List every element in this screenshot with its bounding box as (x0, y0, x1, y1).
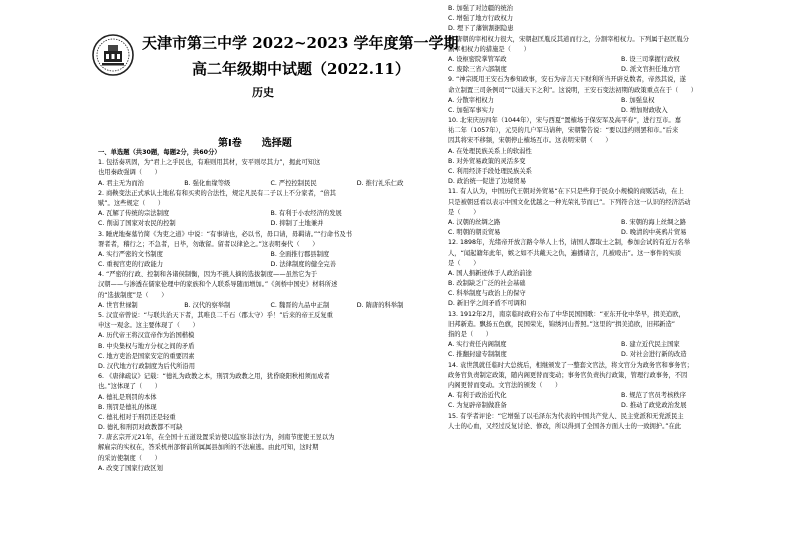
option: A. 世官世禄制 (98, 301, 138, 309)
option: A. 实行严密的文书制度 (98, 250, 163, 258)
text-line: 申这一观念。这主要体现了（ ） (98, 322, 199, 330)
option-row (448, 228, 794, 238)
option-row (448, 55, 794, 65)
text-line: 人，“闻起籍年此年，嫉之如不共戴天之仇，遍播诸言，几被殴击”。这一事件的实质 (448, 249, 682, 257)
text-line: 解雇宗的实权在，答采机州部督前所属属县加所的不法雇逃。由此可知，这时期 (98, 444, 319, 452)
text-line: C. 地方吏治是国家安定的重要因素 (98, 352, 195, 360)
text-line: 15. 有学者评论：“它增强了以毛泽东为代表的中国共产党人、民主党派和无党派民主 (448, 412, 684, 420)
text-line: 的采访使制度（ ） (98, 454, 161, 462)
option: D. 推动了政党政治发展 (621, 402, 687, 410)
option: A. 实行责任内阁制度 (448, 341, 507, 349)
text-line: 政务官负责制定政策，随内阁更替而变动；事务官负责执行政策，管理行政事务，不因 (448, 371, 688, 379)
text-line: B. 改制缺乏广泛的社会基础 (448, 280, 526, 288)
option: A. 汉朝的丝绸之路 (448, 218, 501, 226)
text-line: 8. 唐朝的宰相权力很大，宋朝赵匡胤反其道而行之，分割宰相权力。下列属于赵匡胤分 (448, 35, 689, 43)
option: C. 重视官吏的行政能力 (98, 261, 164, 269)
section-heading: 第Ⅰ卷 选择题 (218, 138, 292, 149)
option: C. 魏晋的九品中正制 (270, 301, 330, 309)
option: D. 推行礼乐仁政 (356, 179, 404, 187)
option-row (448, 65, 794, 75)
option: B. 全面推行郡县制度 (270, 250, 330, 258)
text-line: 4. “严密的行政、控制和各诸侯制衡，因为不挑人摘的选拔制度——虽然它为于 (98, 271, 318, 279)
text-line: 祐二年（1057年），元昊的几户军马请种，宋朝警告说：“要以违约则罢和市。”后来 (448, 127, 679, 135)
text-line: 因其将宋不移频，宋朝停止榷场互市。这表明宋朝（ ） (448, 137, 612, 145)
text-line: 一、单选题（共30题，每题2分，共60分） (98, 149, 221, 156)
text-line: A. 在处理民族关系上的软弱性 (448, 147, 532, 155)
text-line: C. 科举制度与政治上的保守 (448, 290, 526, 298)
text-line: B. 刑罚是德礼的体现 (98, 403, 157, 411)
text-line: 11. 有人认为，中国历代王朝对外贸易“在下只是些仰于民众小规模的商贩活动，在上 (448, 188, 684, 196)
text-line: 10. 北宋庆历四年（1044年），宋与西夏“置榷场于保安军及高平春”，进行互市。嘉 (448, 117, 681, 125)
left-column (98, 148, 443, 474)
option: D. 法律制度的健全完善 (270, 261, 337, 269)
text-line: 7. 唐玄宗开元21年，在全国十五道设置采访使以监察非法行为，剑南节度使王昱以为 (98, 434, 335, 442)
text-line: 割宰相权力的措施是（ ） (448, 45, 530, 53)
option-row (448, 218, 794, 228)
text-line: D. 德礼和刑罚对政教都不可缺 (98, 424, 183, 432)
option: D. 抑制了土地兼并 (270, 220, 324, 228)
option: B. 加强皇权 (621, 96, 655, 104)
text-line: 1. 包括奏巩固，为“君上之乎民也，有难则用其材，安平则尽其力”，揭此可知这 (98, 159, 321, 167)
option: B. 有利于小农经济的发展 (270, 210, 342, 218)
text-line: 内阁更替而变动。文官法的颁发（ ） (448, 381, 562, 389)
text-line: 2. 商鞅变法正式承认土地私有和买卖的合法性，规定凡民有二子以上不分家者，“倍其 (98, 189, 336, 197)
option: B. 宋朝的海上丝绸之路 (621, 218, 686, 226)
option-row (98, 250, 443, 260)
text-line: 是（ ） (448, 259, 480, 267)
option: D. 增加财政收入 (621, 106, 668, 114)
option: D. 对社会进行新的改造 (621, 351, 687, 359)
text-line: 6. 《唐律疏议》记载：“德礼为政教之本，刑罚为政教之用，犹昏晓阳秋相须而成者 (98, 373, 330, 381)
text-line: A. 德礼是刑罚的本体 (98, 393, 157, 401)
text-line: A. 历代帝王将汉宣帝作为治国楷模 (98, 332, 195, 340)
option: C. 废除三省六部制度 (448, 66, 507, 74)
text-line: A. 国人捐新迹体于人政治前途 (448, 269, 532, 277)
option: B. 设三司掌握行政权 (621, 55, 680, 63)
text-line: 旧邦新造。飘扬五色旗，民国荣光，锦绣河山普照。”这里的“揖美追欧，旧邦新造” (448, 320, 676, 328)
option: C. 推翻封建专制制度 (448, 351, 507, 359)
text-line: 人士的心血，又经过反复讨论、修改，所以得到了全国各方面人士的一致拥护。”在此 (448, 422, 682, 430)
text-line: 指的是（ ） (448, 331, 493, 338)
school-exam-title: 天津市第三中学 2022~2023 学年度第一学期 (142, 34, 459, 52)
option: C. 削弱了国家对农民的控制 (98, 220, 176, 228)
option: C. 加强军事实力 (448, 106, 495, 114)
text-line: 3. 睡虎地秦墓竹简《为吏之道》中说：“有事请也，必以书，毋口请，毋羁请。”“行命书及书 (98, 230, 352, 238)
option: B. 汉代的察举制 (184, 301, 231, 309)
text-line: 的“选拔制度”是（ ） (98, 291, 168, 299)
text-line: 署者者，稽行之；不急者，日毕，勿敢留。留者以律论之。”这表明秦代（ ） (98, 240, 319, 248)
text-line: 5. 汉宣帝曾说：“与联共治天下者，其唯良二千石（郡太守）乎！”后来的帝王反复重 (98, 312, 333, 319)
option: D. 隋唐的科举制 (356, 301, 404, 309)
text-line: 14. 袁世凯就任临时大总统后，相继颁发了一整套文官法，将文官分为政务官和事务官； (448, 361, 694, 369)
option-row (98, 219, 443, 229)
text-line: C. 德礼相对于刑罚还是轻重 (98, 413, 176, 421)
text-line: A. 改变了国家行政区划 (98, 464, 163, 472)
option-row (448, 391, 794, 401)
text-line: 12. 1898年，光绪帝开放言路令举人上书，请国人都取士之制，参加会试的有近万名举 (448, 239, 691, 247)
text-line: 9. “神宗既用王安石为参知政事，安石为帝言天下财利所当开辟兑数者，帝然其说，遂 (448, 76, 686, 84)
text-line: D. 政治统一促进了边境贸易 (448, 178, 527, 186)
text-line: D. 新旧学之间矛盾不可调和 (448, 300, 527, 308)
option-row (98, 260, 443, 270)
option-row (448, 340, 794, 350)
option-row (448, 350, 794, 360)
text-line: 只是被朝廷看以表示中国文化优越之一种光荣礼节而已”。下列符合这一认识的经济活动 (448, 198, 691, 206)
option: C. 明朝的朝贡贸易 (448, 229, 501, 237)
option: A. 分散宰相权力 (448, 96, 494, 104)
text-line: 也用秦政强调（ ） (98, 169, 161, 177)
option: D. 晚清的中英鸦片贸易 (621, 229, 687, 237)
option: A. 君主无为而治 (98, 179, 144, 187)
option: D. 派文官担任地方官 (621, 66, 681, 74)
text-line: 赋”。这些规定（ ） (98, 199, 165, 207)
option-row (98, 301, 443, 311)
text-line: D. 埋下了藩镇割据隐患 (448, 25, 514, 33)
text-line: B. 加强了对边疆的统治 (448, 5, 513, 12)
option: B. 规范了官员考核秩序 (621, 392, 686, 400)
option: A. 有利于政治近代化 (448, 392, 507, 400)
option: B. 建立近代民主国家 (621, 341, 680, 349)
right-column (448, 4, 794, 432)
option: A. 瓦解了传统的宗法制度 (98, 210, 170, 218)
option-row (98, 209, 443, 219)
text-line: 13. 1912年2月，南京临时政府公布了中华民国国歌：“亚东开化中华早，揖美追欧， (448, 310, 685, 318)
option: B. 强化血缘等级 (184, 179, 231, 187)
option-row (98, 179, 443, 189)
text-line: 也。”这体现了（ ） (98, 383, 162, 391)
text-line: 命立制置三司条例司”“以通天下之利”。这说明，王安石变法初期的政策重点在于（ ） (448, 86, 698, 94)
text-line: D. 汉代地方行政制度为后代所沿用 (98, 362, 196, 370)
text-line: 是（ ） (448, 208, 480, 216)
grade-exam-title: 高二年级期中试题（2022.11） (192, 60, 410, 78)
text-line: B. 对外贸易政策的灵活多变 (448, 157, 526, 165)
text-line: C. 利用经济手段处理民族关系 (448, 168, 532, 175)
school-logo (92, 34, 134, 76)
option-row (448, 96, 794, 106)
text-line: B. 中央集权与地方分权之间的矛盾 (98, 342, 195, 350)
option-row (448, 106, 794, 116)
text-line: C. 增强了地方行政权力 (448, 15, 514, 23)
option-row (448, 401, 794, 411)
subject-title: 历史 (252, 86, 274, 99)
option: A. 设枢密院掌管军政 (448, 55, 507, 63)
text-line: 汉朝——与渗透在儒家伦理中的家族和个人联系导随而增加。”《剑桥中国史》材料所述 (98, 281, 338, 289)
option: C. 严控控制民民 (270, 179, 317, 187)
option: C. 为复辟帝制做准备 (448, 402, 507, 410)
